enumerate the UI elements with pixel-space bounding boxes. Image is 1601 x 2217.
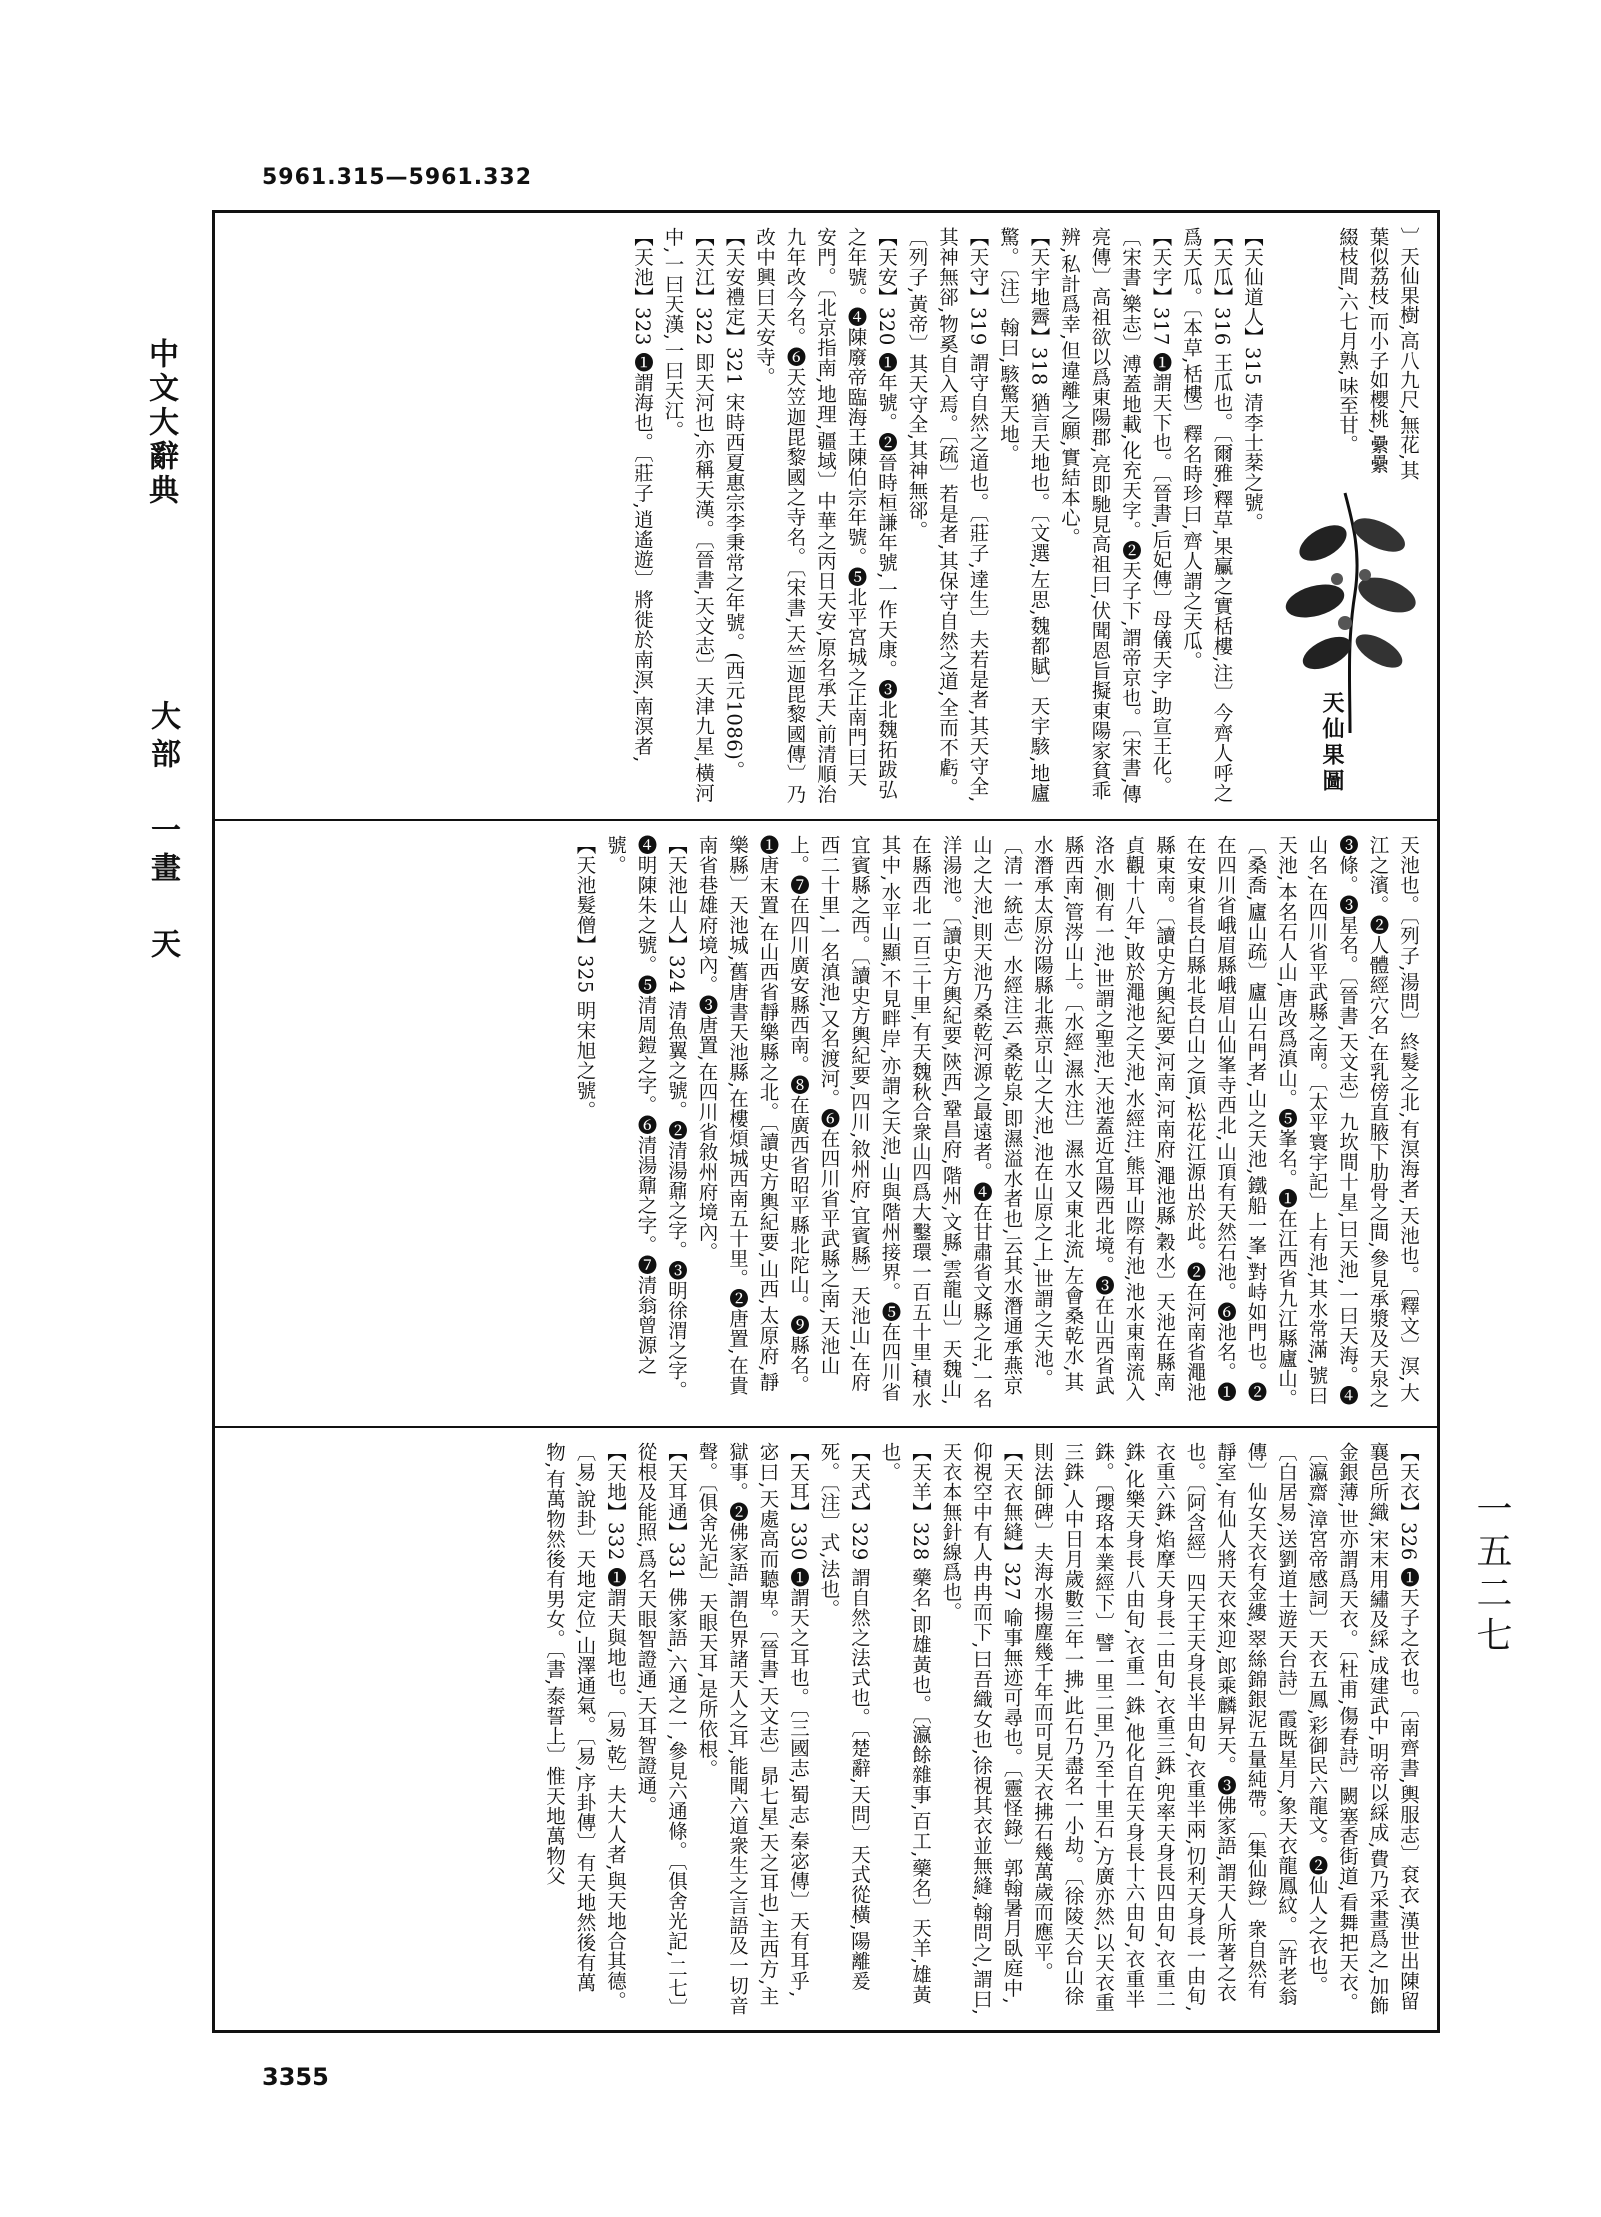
- dictionary-entry: 【天安禮定】321 宋時西夏惠宗李秉常之年號。(西元1086)。: [722, 227, 746, 781]
- fig-tree-icon: [1275, 483, 1425, 743]
- dictionary-entry: 【天瓜】316 王瓜也。〔爾雅,釋草,果臝之實栝樓,注〕今齊人呼之爲天瓜。〔本草,栝樓〕釋名時珍曰,齊人謂之天瓜。: [1180, 227, 1234, 803]
- column-band-bottom: [215, 1428, 1437, 2030]
- section-label: 大部 一畫 天: [145, 700, 180, 966]
- entries-column-middle: [229, 835, 1423, 1412]
- column-band-top: [215, 213, 1437, 821]
- entries-column-top: [229, 227, 1267, 805]
- entry-continuation: 〕天仙果樹,高八九尺,無花,其葉似荔枝,而小子如櫻桃,纍纍綴枝間,六七月熟,味至甘。: [1336, 227, 1420, 480]
- dictionary-entry: 【天池髮僧】325 明宋旭之號。: [573, 835, 597, 1121]
- dictionary-entry: 【天守】319 謂守自然之道也。〔莊子,達生〕夫若是者,其天守全,其神無郤,物奚自入焉。〔疏〕若是者,其保守自然之道,全而不虧。〔列子,黃帝〕其天守全,其神無郤。: [905, 227, 990, 803]
- dictionary-entry: 【天衣】326 ❶天子之衣也。〔南齊書,輿服志〕袞衣,漢世出陳留襄邑所織,宋末用繡及綵,成建武中,明帝以綵成,費乃采畫爲之,加飾金銀薄,世亦謂爲天衣。〔杜甫,傷春詩〕闕塞香街道,看舞把天衣。〔瀛齋,漳宮帝感詞〕天衣五鳳,彩御民六龍文。❷仙人之衣也。〔白居易,送劉道士遊天台詩〕霞既星月,象天衣龍鳳紋。〔許老翁傳〕仙女天衣有金縷,翠絲錦銀泥五量純帶。〔集仙錄〕衆自然有靜室,有仙人將天衣來迎,郎乘麟昇天。❸佛家語,謂天人所著之衣也。〔阿含經〕四天王天身長半由旬,衣重半兩,忉利天身長一由旬,衣重六銖,焰摩天身長二由旬,衣重三銖,兜率天身長四由旬,衣重二銖,化樂天身長八由旬,衣重一銖,他化自在天身長十六由旬,衣重半銖。〔瓔珞本業經下〕譬一里二里,乃至十里石,方廣亦然,以天衣重三銖,人中日月歲數三年一拂,此石乃盡名一小劫。〔徐陵天台山徐則法師碑〕夫海水揚塵幾千年而可見天衣拂石幾萬歲而應平。: [1031, 1442, 1420, 2016]
- page-range-header: 5961.315—5961.332: [262, 165, 533, 190]
- chinese-page-number: 一五二七: [1471, 1490, 1512, 1658]
- dictionary-entry: 【天式】329 謂自然之法式也。〔楚辭,天問〕天式從橫,陽離爰死。〔注〕式,法也。: [817, 1442, 871, 1992]
- dictionary-title: 中文大辭典: [143, 338, 178, 508]
- column-band-middle: [215, 821, 1437, 1428]
- dictionary-entry: 【天衣無縫】327 喻事無迹可尋也。〔靈怪錄〕郭翰暑月臥庭中,仰視空中有人冉冉而下,曰吾織女也,徐視其衣並無縫,翰問之,謂曰,天衣本無針線爲也。: [939, 1442, 1024, 2016]
- dictionary-entry: 【天地】332 ❶謂天與地也。〔易,乾〕夫大人者,與天地合其德。〔易,說卦〕天地定位,山澤通氣。〔易,序卦傳〕有天地然後有萬物,有萬物然後有男女。〔書,泰誓上〕惟天地萬物父: [543, 1442, 627, 2012]
- plant-illustration: [1275, 483, 1425, 813]
- dictionary-entry: 【天江】322 即天河也,亦稱天漢。〔晉書,天文志〕天津九星,橫河中,一曰天漢,一曰天江。: [661, 227, 715, 803]
- dictionary-entry: 【天池】323 ❶謂海也。〔莊子,逍遙遊〕將徙於南溟,南溟者,: [631, 227, 654, 763]
- dictionary-entry: 【天安】320 ❶年號。❷晉時桓謙年號,一作天康。❸北魏拓跋弘之年號。❹陳廢帝臨海王陳伯宗年號。❺北平宮城之正南門曰天安門。〔北京指南,地理,疆域〕中華之丙日天安,原名承天,前清順治九年改今名。❻天笠迦毘黎國之寺名。〔宋書,天竺迦毘黎國傳〕乃改中興曰天安寺。: [753, 227, 898, 805]
- entries-column-bottom: [229, 1442, 1423, 2016]
- dictionary-entry: 【天宇地霽】318 猶言天地也。〔文選,左思,魏都賦〕天宇駭,地廬驚。〔注〕翰曰,駭驚天地。: [997, 227, 1051, 803]
- dictionary-entry: 【天池山人】324 清魚翼之號。❷清湯鼐之字。❸明徐渭之字。❹明陳朱之號。❺清周鎧之字。❻清湯鼐之字。❼清翁曾源之號。: [604, 835, 688, 1401]
- dictionary-entry: 【天仙道人】315 清李士棻之號。: [1241, 227, 1264, 533]
- dictionary-entry: 【天羊】328 藥名,即雄黃也。〔瀛餘雜事,百工,藥名〕天羊,雄黃也。: [878, 1442, 932, 2005]
- dictionary-entry: 【天耳】330 ❶謂天之耳也。〔三國志,蜀志,秦宓傳〕天有耳乎,宓曰,天處高而聽卑。〔晉書,天文志〕昴七星,天之耳也,主西方,主獄事。❷佛家語,謂色界諸天人之耳,能聞六道衆生之言語及一切音聲。〔俱舍光記〕天眼天耳,是所依根。: [695, 1442, 810, 2016]
- dictionary-page-frame: [212, 210, 1440, 2033]
- dictionary-entry: 【天耳通】331 佛家語,六通之一,參見六通條。〔俱舍光記,二七〕從根及能照,爲名天眼智證通,天耳智證通。: [634, 1442, 688, 2009]
- illustration-caption: 天仙果圖: [1319, 691, 1345, 795]
- dictionary-entry: 天池也。〔列子,湯問〕終髮之北,有溟海者,天池也。〔釋文〕溟,大江之濱。❷人體經穴名,在乳傍直腋下肋骨之間,參見承漿及天泉之❸條。❸星名。〔晉書,天文志〕九坎間十星,曰天池,一曰天海。❹山名,在四川省平武縣之南。〔太平寰宇記〕上有池,其水常滿,號曰天池,本名石人山,唐改爲滇山。❺峯名。❶在江西省九江縣廬山。〔桑喬,廬山疏〕廬山石門者,山之天池,鐵船一峯,對峙如門也。❷在四川省峨眉縣峨眉山仙峯寺西北,山頂有天然石池。❻池名。❶在安東省長白縣北長白山之頂,松花江源出於此。❷在河南省澠池縣東南。〔讀史方輿紀要,河南,河南府,澠池縣,穀水〕天池在縣南,貞觀十八年,敗於澠池之天池,水經注,熊耳山際有池,池水東南流入洛水,側有一池,世謂之聖池,天池蓋近宜陽西北境。❸在山西省武縣西南,管涔山上。〔水經,濕水注〕濕水又東北流,左會桑乾水,其水潛承太原汾陽縣北燕京山之大池,池在山原之上,世謂之天池。〔清一統志〕水經注云,桑乾泉,即濕溢水者也,云其水潛通承燕京山之大池,則天池乃桑乾河源之最遠者。❹在甘肅省文縣之北,一名洋湯池。〔讀史方輿紀要,陝西,鞏昌府,階州,文縣,雲龍山〕天魏山,在縣西北一百三十里,有天魏秋合衆山四爲大鑿環一百五十里,積水其中,水平山顯,不見畔岸,亦謂之天池,山與階州接界。❺在四川省宜賓縣之西。〔讀史方輿紀要,四川,敘州府,宜賓縣〕天池山,在府西二十里,一名滇池,又名渡河。❻在四川省平武縣之南,天池山上。❼在四川廣安縣西南。❽在廣西省昭平縣北陀山。❾縣名。❶唐末置,在山西省靜樂縣之北。〔讀史方輿紀要,山西,太原府,靜樂縣〕天池城,舊唐書天池縣,在樓煩城西南五十里。❷唐置,在貴南省巷雄府境內。❸唐置,在四川省敘州府境內。: [695, 835, 1420, 1409]
- dictionary-entry: 【天字】317 ❶謂天下也。〔晉書,后妃傳〕母儀天字,助宣王化。〔宋書,樂志〕溥蓋地載,化充天字。❷天子下,謂帝京也。〔宋書,傳亮傳〕高祖欲以爲東陽郡,亮即馳見高祖曰,伏聞恩旨擬東陽家貧乖辨,私計爲幸,但違離之願,實結本心。: [1058, 227, 1173, 805]
- page-number-footer: 3355: [262, 2063, 329, 2091]
